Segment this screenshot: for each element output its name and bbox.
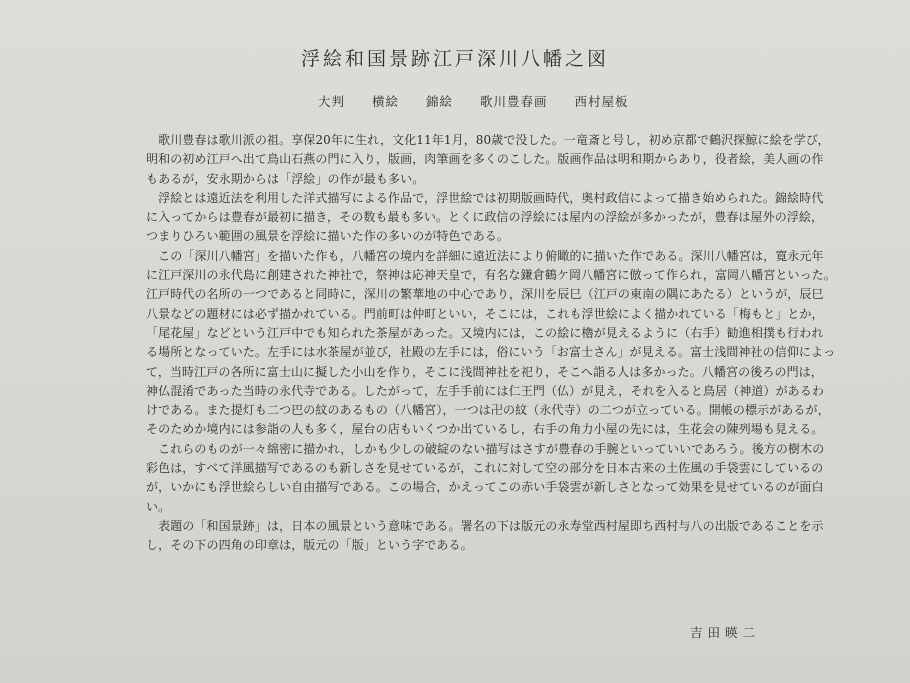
commentary-text — [146, 131, 836, 556]
text-line: が，いかにも浮世絵らしい自由描写である。この場合，かえってこの赤い手袋雲が新しさとなって効果を見せているのが面白 — [146, 480, 824, 495]
text-line: つまりひろい範囲の風景を浮絵に描いた作の多いのが特色である。 — [146, 229, 510, 244]
text-line: 神仏混淆であった当時の永代寺である。したがって，左手手前には仁王門（仏）が見え，それを入ると鳥居（神道）があるわ — [146, 383, 824, 398]
text-line: 歌川豊春は歌川派の祖。享保20年に生れ，文化11年1月，80歳で没した。一竜斎と号し，初め京都で鶴沢探鯨に絵を学び， — [146, 133, 830, 147]
text-line: 表題の「和国景跡」は，日本の風景という意味である。署名の下は版元の永寿堂西村屋即ち西村与八の出版であることを示 — [146, 518, 824, 533]
text-line: もあるが，安永期からは「浮絵」の作が最も多い。 — [146, 171, 425, 186]
text-line: 彩色は，すべて洋風描写であるのも新しさを見せているが，これに対して空の部分を日本古来の土佐風の手袋雲にしているの — [146, 461, 824, 476]
author-signature: 吉田暎二 — [690, 625, 761, 640]
text-line: 明和の初め江戸へ出て鳥山石燕の門に入り，版画，肉筆画を多くのこした。版画作品は明和期からあり，役者絵，美人画の作 — [146, 152, 824, 167]
text-line: 「尾花屋」などという江戸中でも知られた茶屋があった。又境内には，この絵に櫓が見えるように（右手）勧進相撲も行われ — [146, 325, 824, 340]
text-line: けである。また提灯も二つ巴の紋のあるもの（八幡宮），一つは卍の紋（永代寺）の二つが立っている。開帳の標示があるが， — [146, 403, 830, 418]
text-line: この「深川八幡宮」を描いた作も，八幡宮の境内を詳細に遠近法により俯瞰的に描いた作である。深川八幡宮は，寛永元年 — [146, 248, 824, 263]
text-line: 江戸時代の名所の一つであると同時に，深川の繁華地の中心であり，深川を辰巳（江戸の東南の隅にあたる）というが，辰巳 — [146, 287, 824, 302]
text-line: 八景などの題材には必ず描かれている。門前町は仲町といい，そこには，これも浮世絵によく描かれている「梅もと」とか， — [146, 306, 824, 321]
print-details: 大判 横絵 錦絵 歌川豊春画 西村屋板 — [318, 94, 629, 109]
text-line: これらのものが一々綿密に描かれ，しかも少しの破綻のない描写はさすが豊春の手腕といっていいであろう。後方の樹木の — [146, 441, 825, 456]
text-line: 浮絵とは遠近法を利用した洋式描写による作品で，浮世絵では初期版画時代，奥村政信によって描き始められた。錦絵時代 — [146, 190, 824, 205]
text-line: る場所となっていた。左手には水茶屋が並び，社殿の左手には，俗にいう「お富士さん」が見える。富士浅間神社の信仰によっ — [146, 345, 836, 360]
text-line: に入ってからは豊春が最初に描き，その数も最も多い。とくに政信の浮絵には屋内の浮絵が多かったが，豊春は屋外の浮絵， — [146, 210, 824, 225]
text-line: そのためか境内には参詣の人も多く，屋台の店もいくつか出ているし，右手の角力小屋の先には，生花会の陳列場も見える。 — [146, 422, 824, 437]
text-line: い。 — [146, 499, 171, 514]
text-line: に江戸深川の永代島に創建された神社で，祭神は応神天皇で，有名な鎌倉鶴ケ岡八幡宮に倣って作られ，富岡八幡宮といった。 — [146, 268, 836, 283]
page-title: 浮絵和国景跡江戸深川八幡之図 — [300, 48, 609, 70]
text-line: て，当時江戸の各所に富士山に擬した小山を作り，そこに浅間神社を祀り，そこへ詣る人は多かった。八幡宮の後ろの門は， — [146, 364, 823, 379]
text-line: し，その下の四角の印章は，版元の「版」という字である。 — [146, 538, 473, 553]
